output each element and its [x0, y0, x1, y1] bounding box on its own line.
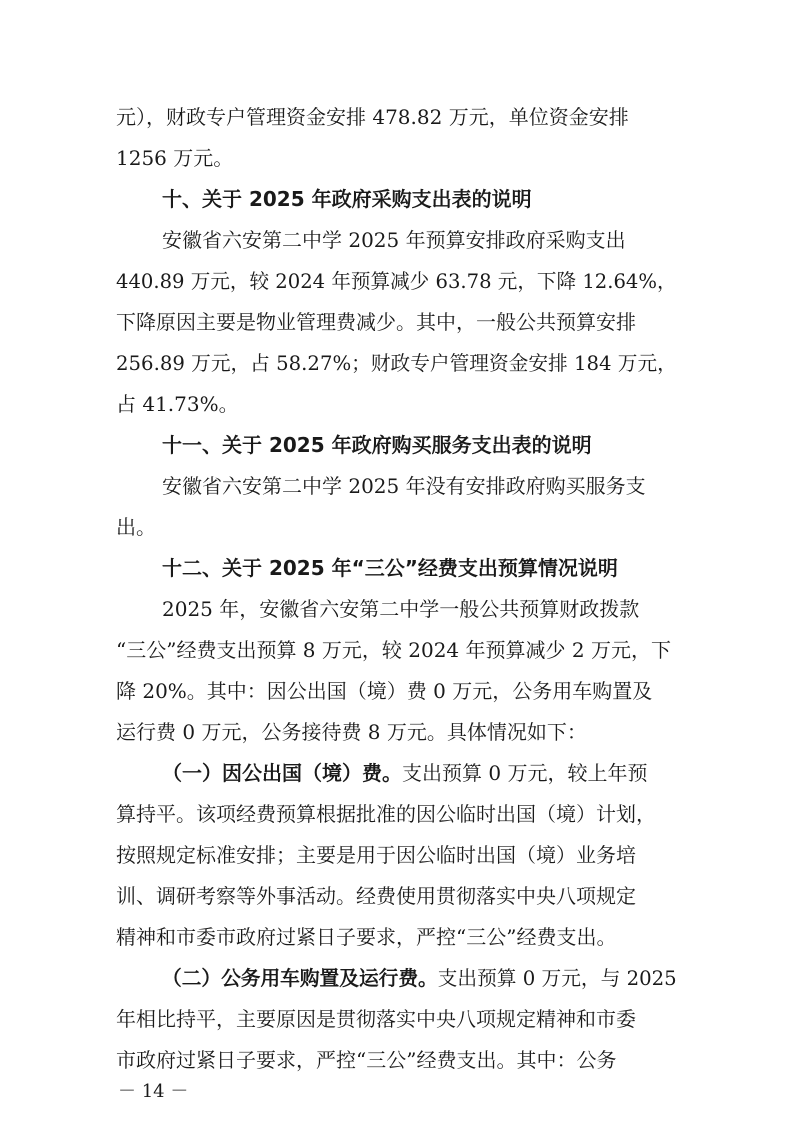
paragraph-line [162, 958, 677, 998]
paragraph-line: 1256 万元。 [116, 146, 234, 170]
paragraph-line: 市政府过紧日子要求，严控“三公”经费支出。其中：公务 [116, 1048, 617, 1072]
paragraph-line: 安徽省六安第二中学 2025 年预算安排政府采购支出 [162, 228, 626, 252]
section-heading: 十、关于 2025 年政府采购支出表的说明 [162, 187, 532, 211]
paragraph-text: 支出预算 0 万元，较上年预 [402, 761, 648, 785]
paragraph-line: 2025 年，安徽省六安第二中学一般公共预算财政拨款 [162, 597, 640, 621]
paragraph-line: 按照规定标准安排；主要是用于因公临时出国（境）业务培 [116, 843, 636, 867]
paragraph-line: 占 41.73%。 [116, 392, 239, 416]
paragraph-line: 440.89 万元，较 2024 年预算减少 63.78 元，下降 12.64%， [116, 269, 677, 293]
paragraph-line [162, 753, 647, 793]
paragraph-text: 支出预算 0 万元，与 2025 [437, 966, 677, 990]
paragraph-line: 安徽省六安第二中学 2025 年没有安排政府购买服务支 [162, 474, 646, 498]
paragraph-line: 年相比持平，主要原因是贯彻落实中央八项规定精神和市委 [116, 1007, 636, 1031]
section-heading: 十一、关于 2025 年政府购买服务支出表的说明 [162, 433, 592, 457]
section-heading: 十二、关于 2025 年“三公”经费支出预算情况说明 [162, 556, 618, 580]
paragraph-line: 元），财政专户管理资金安排 478.82 万元，单位资金安排 [116, 105, 629, 129]
page-number: － 14 － [118, 1081, 189, 1102]
paragraph-line: “三公”经费支出预算 8 万元，较 2024 年预算减少 2 万元，下 [116, 638, 671, 662]
paragraph-line: 精神和市委市政府过紧日子要求，严控“三公”经费支出。 [116, 925, 617, 949]
subsection-heading: （二）公务用车购置及运行费。 [162, 966, 438, 990]
paragraph-line: 出。 [116, 515, 156, 539]
paragraph-line: 算持平。该项经费预算根据批准的因公临时出国（境）计划， [116, 802, 656, 826]
paragraph-line: 运行费 0 万元，公务接待费 8 万元。具体情况如下： [116, 720, 587, 744]
paragraph-line: 训、调研考察等外事活动。经费使用贯彻落实中央八项规定 [116, 884, 636, 908]
paragraph-line: 下降原因主要是物业管理费减少。其中，一般公共预算安排 [116, 310, 636, 334]
paragraph-line: 256.89 万元，占 58.27%；财政专户管理资金安排 184 万元， [116, 351, 677, 375]
paragraph-line: 降 20%。其中：因公出国（境）费 0 万元，公务用车购置及 [116, 679, 653, 703]
subsection-heading: （一）因公出国（境）费。 [162, 761, 402, 785]
